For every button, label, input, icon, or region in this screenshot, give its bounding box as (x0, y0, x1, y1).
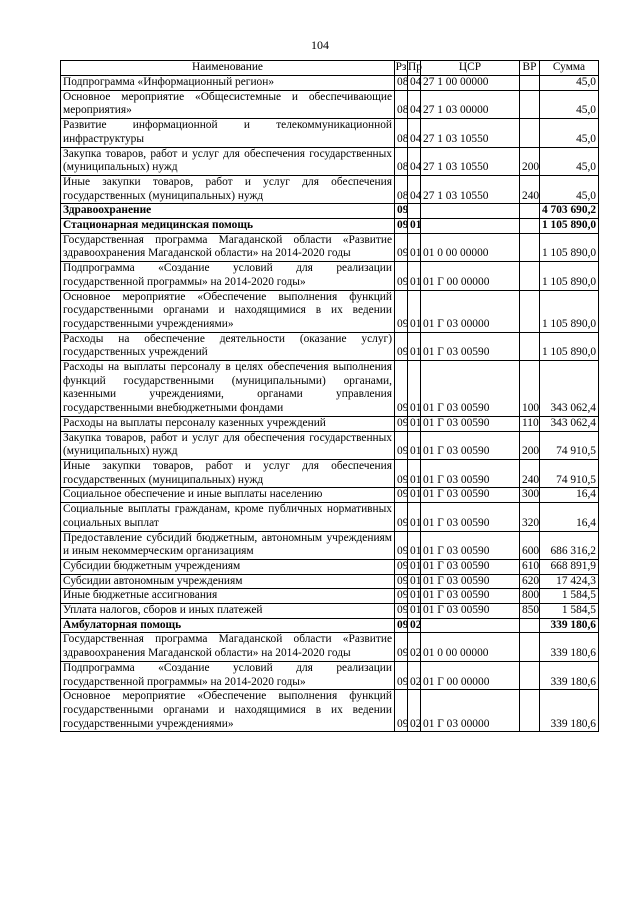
row-vr (520, 332, 540, 360)
row-name: Государственная программа Магаданской области «Развитие здравоохранения Магаданской области» на 2014-2020 годы (61, 233, 395, 261)
row-csr: 01 Г 03 00000 (421, 690, 520, 732)
row-sum: 339 180,6 (540, 690, 599, 732)
row-name: Стационарная медицинская помощь (61, 219, 395, 234)
row-sum: 45,0 (540, 119, 599, 147)
row-rz: 09 (395, 361, 408, 417)
row-csr: 01 0 00 00000 (421, 233, 520, 261)
row-sum: 1 105 890,0 (540, 332, 599, 360)
row-sum: 343 062,4 (540, 416, 599, 431)
row-vr (520, 90, 540, 118)
row-vr: 610 (520, 559, 540, 574)
table-row (61, 416, 599, 431)
row-pr: 02 (408, 661, 421, 689)
row-rz: 08 (395, 90, 408, 118)
table-row (61, 219, 599, 234)
row-csr: 01 Г 03 00590 (421, 332, 520, 360)
row-rz: 09 (395, 416, 408, 431)
row-rz: 09 (395, 262, 408, 290)
row-rz: 09 (395, 459, 408, 487)
row-vr (520, 119, 540, 147)
row-name: Государственная программа Магаданской области «Развитие здравоохранения Магаданской области» на 2014-2020 годы (61, 633, 395, 661)
table-row (61, 459, 599, 487)
row-sum: 1 584,5 (540, 589, 599, 604)
row-sum: 343 062,4 (540, 361, 599, 417)
table-row (61, 119, 599, 147)
row-pr: 02 (408, 633, 421, 661)
row-name: Развитие информационной и телекоммуникационной инфраструктуры (61, 119, 395, 147)
row-csr: 01 Г 00 00000 (421, 661, 520, 689)
row-sum: 45,0 (540, 76, 599, 91)
row-vr (520, 618, 540, 633)
row-sum: 1 584,5 (540, 604, 599, 619)
row-sum: 74 910,5 (540, 459, 599, 487)
row-pr: 04 (408, 76, 421, 91)
table-row (61, 604, 599, 619)
table-row (61, 633, 599, 661)
row-name: Закупка товаров, работ и услуг для обеспечения государственных (муниципальных) нужд (61, 431, 395, 459)
row-rz: 09 (395, 690, 408, 732)
row-rz: 09 (395, 618, 408, 633)
budget-table (60, 60, 599, 732)
row-csr: 01 Г 03 00590 (421, 574, 520, 589)
row-sum: 45,0 (540, 90, 599, 118)
row-sum: 339 180,6 (540, 661, 599, 689)
row-pr: 01 (408, 459, 421, 487)
row-csr: 01 Г 03 00590 (421, 503, 520, 531)
header-vr: ВР (520, 61, 540, 76)
table-row (61, 618, 599, 633)
table-row (61, 90, 599, 118)
row-name: Закупка товаров, работ и услуг для обеспечения государственных (муниципальных) нужд (61, 147, 395, 175)
row-pr: 01 (408, 559, 421, 574)
table-row (61, 661, 599, 689)
row-pr: 01 (408, 262, 421, 290)
table-row (61, 574, 599, 589)
row-rz: 08 (395, 147, 408, 175)
table-row (61, 431, 599, 459)
table-row (61, 76, 599, 91)
row-pr: 01 (408, 416, 421, 431)
table-header-row (61, 61, 599, 76)
table-row (61, 361, 599, 417)
row-csr: 27 1 03 10550 (421, 119, 520, 147)
row-vr (520, 76, 540, 91)
row-rz: 09 (395, 332, 408, 360)
row-csr: 01 Г 00 00000 (421, 262, 520, 290)
row-rz: 09 (395, 233, 408, 261)
row-csr: 01 Г 03 00590 (421, 416, 520, 431)
row-csr: 01 Г 03 00590 (421, 361, 520, 417)
row-pr: 01 (408, 219, 421, 234)
header-sum: Сумма (540, 61, 599, 76)
row-vr: 240 (520, 459, 540, 487)
header-rz: Рз (395, 61, 408, 76)
row-pr: 01 (408, 290, 421, 332)
row-name: Субсидии бюджетным учреждениям (61, 559, 395, 574)
header-name: Наименование (61, 61, 395, 76)
row-name: Социальные выплаты гражданам, кроме публичных нормативных социальных выплат (61, 503, 395, 531)
row-rz: 09 (395, 531, 408, 559)
row-csr (421, 219, 520, 234)
row-csr: 01 Г 03 00590 (421, 559, 520, 574)
row-name: Предоставление субсидий бюджетным, автономным учреждениям и иным некоммерческим организациям (61, 531, 395, 559)
row-sum: 1 105 890,0 (540, 290, 599, 332)
row-sum: 17 424,3 (540, 574, 599, 589)
row-name: Основное мероприятие «Обеспечение выполнения функций государственными органами и находящимися в их ведении государственными учреждениями» (61, 290, 395, 332)
row-vr (520, 690, 540, 732)
row-vr (520, 204, 540, 219)
table-row (61, 262, 599, 290)
header-pr: Пр (408, 61, 421, 76)
row-rz: 09 (395, 290, 408, 332)
row-sum: 74 910,5 (540, 431, 599, 459)
row-csr: 01 Г 03 00000 (421, 290, 520, 332)
row-csr: 27 1 03 10550 (421, 175, 520, 203)
row-csr: 27 1 03 10550 (421, 147, 520, 175)
table-row (61, 233, 599, 261)
row-pr: 01 (408, 604, 421, 619)
row-sum: 339 180,6 (540, 633, 599, 661)
header-csr: ЦСР (421, 61, 520, 76)
row-rz: 08 (395, 175, 408, 203)
row-pr: 01 (408, 431, 421, 459)
row-vr (520, 290, 540, 332)
row-vr: 200 (520, 431, 540, 459)
table-row (61, 531, 599, 559)
row-vr: 300 (520, 488, 540, 503)
row-name: Подпрограмма «Создание условий для реализации государственной программы» на 2014-2020 годы» (61, 262, 395, 290)
row-pr: 02 (408, 690, 421, 732)
row-name: Расходы на выплаты персоналу в целях обеспечения выполнения функций государственными (муниципальными) органами, казенными учреждениями, органами управления государственными внебюджетными фондами (61, 361, 395, 417)
row-name: Основное мероприятие «Общесистемные и обеспечивающие мероприятия» (61, 90, 395, 118)
row-csr: 01 0 00 00000 (421, 633, 520, 661)
row-pr: 01 (408, 503, 421, 531)
row-name: Амбулаторная помощь (61, 618, 395, 633)
row-sum: 16,4 (540, 503, 599, 531)
row-name: Расходы на обеспечение деятельности (оказание услуг) государственных учреждений (61, 332, 395, 360)
row-vr: 320 (520, 503, 540, 531)
row-name: Социальное обеспечение и иные выплаты населению (61, 488, 395, 503)
table-row (61, 589, 599, 604)
row-sum: 1 105 890,0 (540, 262, 599, 290)
row-vr (520, 219, 540, 234)
row-vr: 200 (520, 147, 540, 175)
row-rz: 09 (395, 488, 408, 503)
table-body (61, 76, 599, 732)
row-rz: 09 (395, 559, 408, 574)
row-vr (520, 633, 540, 661)
table-row (61, 147, 599, 175)
table-row (61, 690, 599, 732)
row-sum: 339 180,6 (540, 618, 599, 633)
row-pr: 04 (408, 90, 421, 118)
row-rz: 08 (395, 76, 408, 91)
table-row (61, 503, 599, 531)
row-pr: 01 (408, 488, 421, 503)
row-name: Основное мероприятие «Обеспечение выполнения функций государственными органами и находящимися в их ведении государственными учреждениями» (61, 690, 395, 732)
row-pr: 04 (408, 175, 421, 203)
row-csr: 01 Г 03 00590 (421, 488, 520, 503)
table-row (61, 175, 599, 203)
row-pr: 04 (408, 119, 421, 147)
row-name: Расходы на выплаты персоналу казенных учреждений (61, 416, 395, 431)
row-pr: 01 (408, 233, 421, 261)
row-rz: 09 (395, 604, 408, 619)
row-vr: 800 (520, 589, 540, 604)
row-vr: 620 (520, 574, 540, 589)
row-sum: 4 703 690,2 (540, 204, 599, 219)
row-csr (421, 204, 520, 219)
row-vr: 100 (520, 361, 540, 417)
row-name: Подпрограмма «Информационный регион» (61, 76, 395, 91)
row-name: Иные закупки товаров, работ и услуг для обеспечения государственных (муниципальных) нужд (61, 459, 395, 487)
row-rz: 09 (395, 431, 408, 459)
row-name: Подпрограмма «Создание условий для реализации государственной программы» на 2014-2020 годы» (61, 661, 395, 689)
row-pr: 01 (408, 531, 421, 559)
row-rz: 09 (395, 204, 408, 219)
row-csr: 27 1 03 00000 (421, 90, 520, 118)
row-csr (421, 618, 520, 633)
row-rz: 09 (395, 574, 408, 589)
row-pr: 04 (408, 147, 421, 175)
row-csr: 27 1 00 00000 (421, 76, 520, 91)
row-sum: 668 891,9 (540, 559, 599, 574)
row-vr (520, 661, 540, 689)
row-pr: 01 (408, 589, 421, 604)
table-row (61, 332, 599, 360)
row-name: Здравоохранение (61, 204, 395, 219)
row-rz: 09 (395, 219, 408, 234)
row-csr: 01 Г 03 00590 (421, 531, 520, 559)
row-csr: 01 Г 03 00590 (421, 459, 520, 487)
row-rz: 09 (395, 633, 408, 661)
row-sum: 1 105 890,0 (540, 233, 599, 261)
row-sum: 1 105 890,0 (540, 219, 599, 234)
row-vr: 240 (520, 175, 540, 203)
row-vr: 600 (520, 531, 540, 559)
row-csr: 01 Г 03 00590 (421, 431, 520, 459)
row-csr: 01 Г 03 00590 (421, 589, 520, 604)
row-name: Уплата налогов, сборов и иных платежей (61, 604, 395, 619)
row-rz: 09 (395, 503, 408, 531)
row-pr: 01 (408, 574, 421, 589)
table-row (61, 290, 599, 332)
row-sum: 45,0 (540, 175, 599, 203)
row-sum: 686 316,2 (540, 531, 599, 559)
row-rz: 08 (395, 119, 408, 147)
row-sum: 45,0 (540, 147, 599, 175)
row-vr (520, 262, 540, 290)
row-name: Иные закупки товаров, работ и услуг для обеспечения государственных (муниципальных) нужд (61, 175, 395, 203)
row-name: Иные бюджетные ассигнования (61, 589, 395, 604)
table-row (61, 559, 599, 574)
row-rz: 09 (395, 661, 408, 689)
row-pr (408, 204, 421, 219)
table-row (61, 204, 599, 219)
row-name: Субсидии автономным учреждениям (61, 574, 395, 589)
page-number: 104 (311, 38, 329, 52)
row-vr: 110 (520, 416, 540, 431)
row-vr: 850 (520, 604, 540, 619)
table-row (61, 488, 599, 503)
row-sum: 16,4 (540, 488, 599, 503)
row-pr: 01 (408, 361, 421, 417)
row-csr: 01 Г 03 00590 (421, 604, 520, 619)
row-vr (520, 233, 540, 261)
row-pr: 02 (408, 618, 421, 633)
row-rz: 09 (395, 589, 408, 604)
row-pr: 01 (408, 332, 421, 360)
